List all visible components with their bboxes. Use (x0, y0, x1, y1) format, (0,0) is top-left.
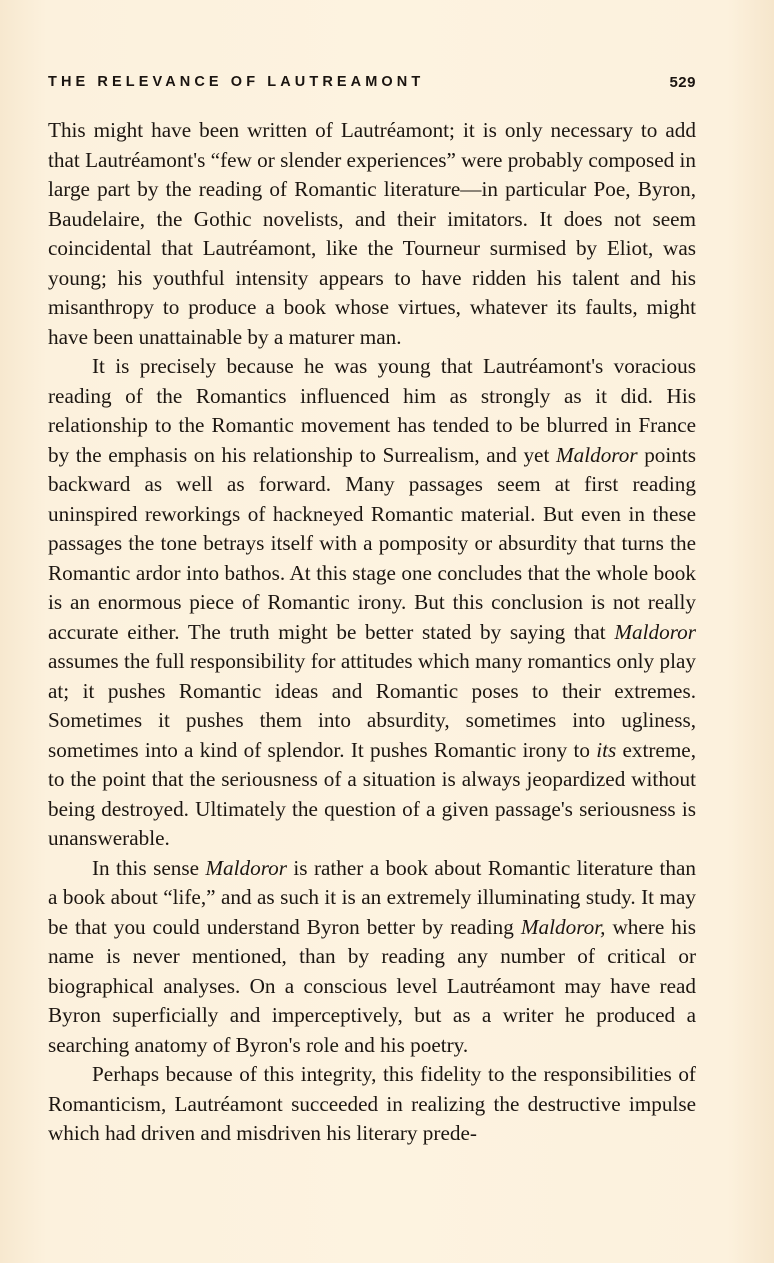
paragraph (48, 352, 696, 854)
running-head: THE RELEVANCE OF LAUTREAMONT (48, 74, 425, 90)
italic-title: Maldoror, (520, 914, 606, 939)
paragraph (48, 116, 696, 352)
paragraph (48, 1060, 696, 1149)
text-run: where his name is never mentioned, than by reading any number of critical or biographical analyses. On a conscious level Lautréamont may have read Byron superficially and imperceptively, but as a writer he produced a searching anatomy of Byron's role and his poetry. (48, 914, 697, 1057)
text-run: points backward as well as forward. Many passages seem at first reading uninspired reworkings of hackneyed Romantic material. But even in these passages the tone betrays itself with a pomposity or absurdity that turns the Romantic ardor into bathos. At this stage one concludes that the whole book is an enormous piece of Romantic irony. But this conclusion is not really accurate either. The truth might be better stated by saying that (48, 442, 696, 644)
text-run: In this sense (92, 855, 206, 880)
italic-title: Maldoror (614, 619, 696, 644)
text-run: Perhaps because of this integrity, this fidelity to the responsibilities of Romanticism, Lautréamont succeeded in realizing the destructive impulse which had driven and misdriven his literary prede- (48, 1062, 696, 1145)
text-run: This might have been written of Lautréamont; it is only necessary to add that Lautréamont's “few or slender experiences” were probably composed in large part by the reading of Romantic literature—in particular Poe, Byron, Baudelaire, the Gothic novelists, and their imitators. It does not seem coincidental that Lautréamont, like the Tourneur surmised by Eliot, was young; his youthful intensity appears to have ridden his talent and his misanthropy to produce a book whose virtues, whatever its faults, might have been unattainable by a maturer man. (48, 118, 697, 349)
text-run: is rather a book about Romantic literature than a book about “life,” and as such it is an extremely illuminating study. It may be that you could understand Byron better by reading (48, 855, 696, 939)
italic-title: Maldoror (205, 855, 288, 880)
body-text (48, 116, 696, 1149)
page-header (48, 72, 696, 96)
italic-title: Maldoror (555, 442, 638, 467)
text-run: extreme, to the point that the seriousness of a situation is always jeopardized without being destroyed. Ultimately the question of a given passage's seriousness is unanswerable. (48, 737, 696, 850)
text-run: It is precisely because he was young that Lautréamont's voracious reading of the Romantics influenced him as strongly as it did. His relationship to the Romantic movement has tended to be blurred in France by the emphasis on his relationship to Surrealism, and yet (48, 354, 696, 467)
italic-title: its (596, 737, 617, 762)
text-run: assumes the full responsibility for attitudes which many romantics only play at; it pushes Romantic ideas and Romantic poses to their extremes. Sometimes it pushes them into absurdity, sometimes into ugliness, sometimes into a kind of splendor. It pushes Romantic irony to (48, 649, 696, 762)
paragraph (48, 854, 696, 1061)
page-number: 529 (669, 74, 696, 91)
